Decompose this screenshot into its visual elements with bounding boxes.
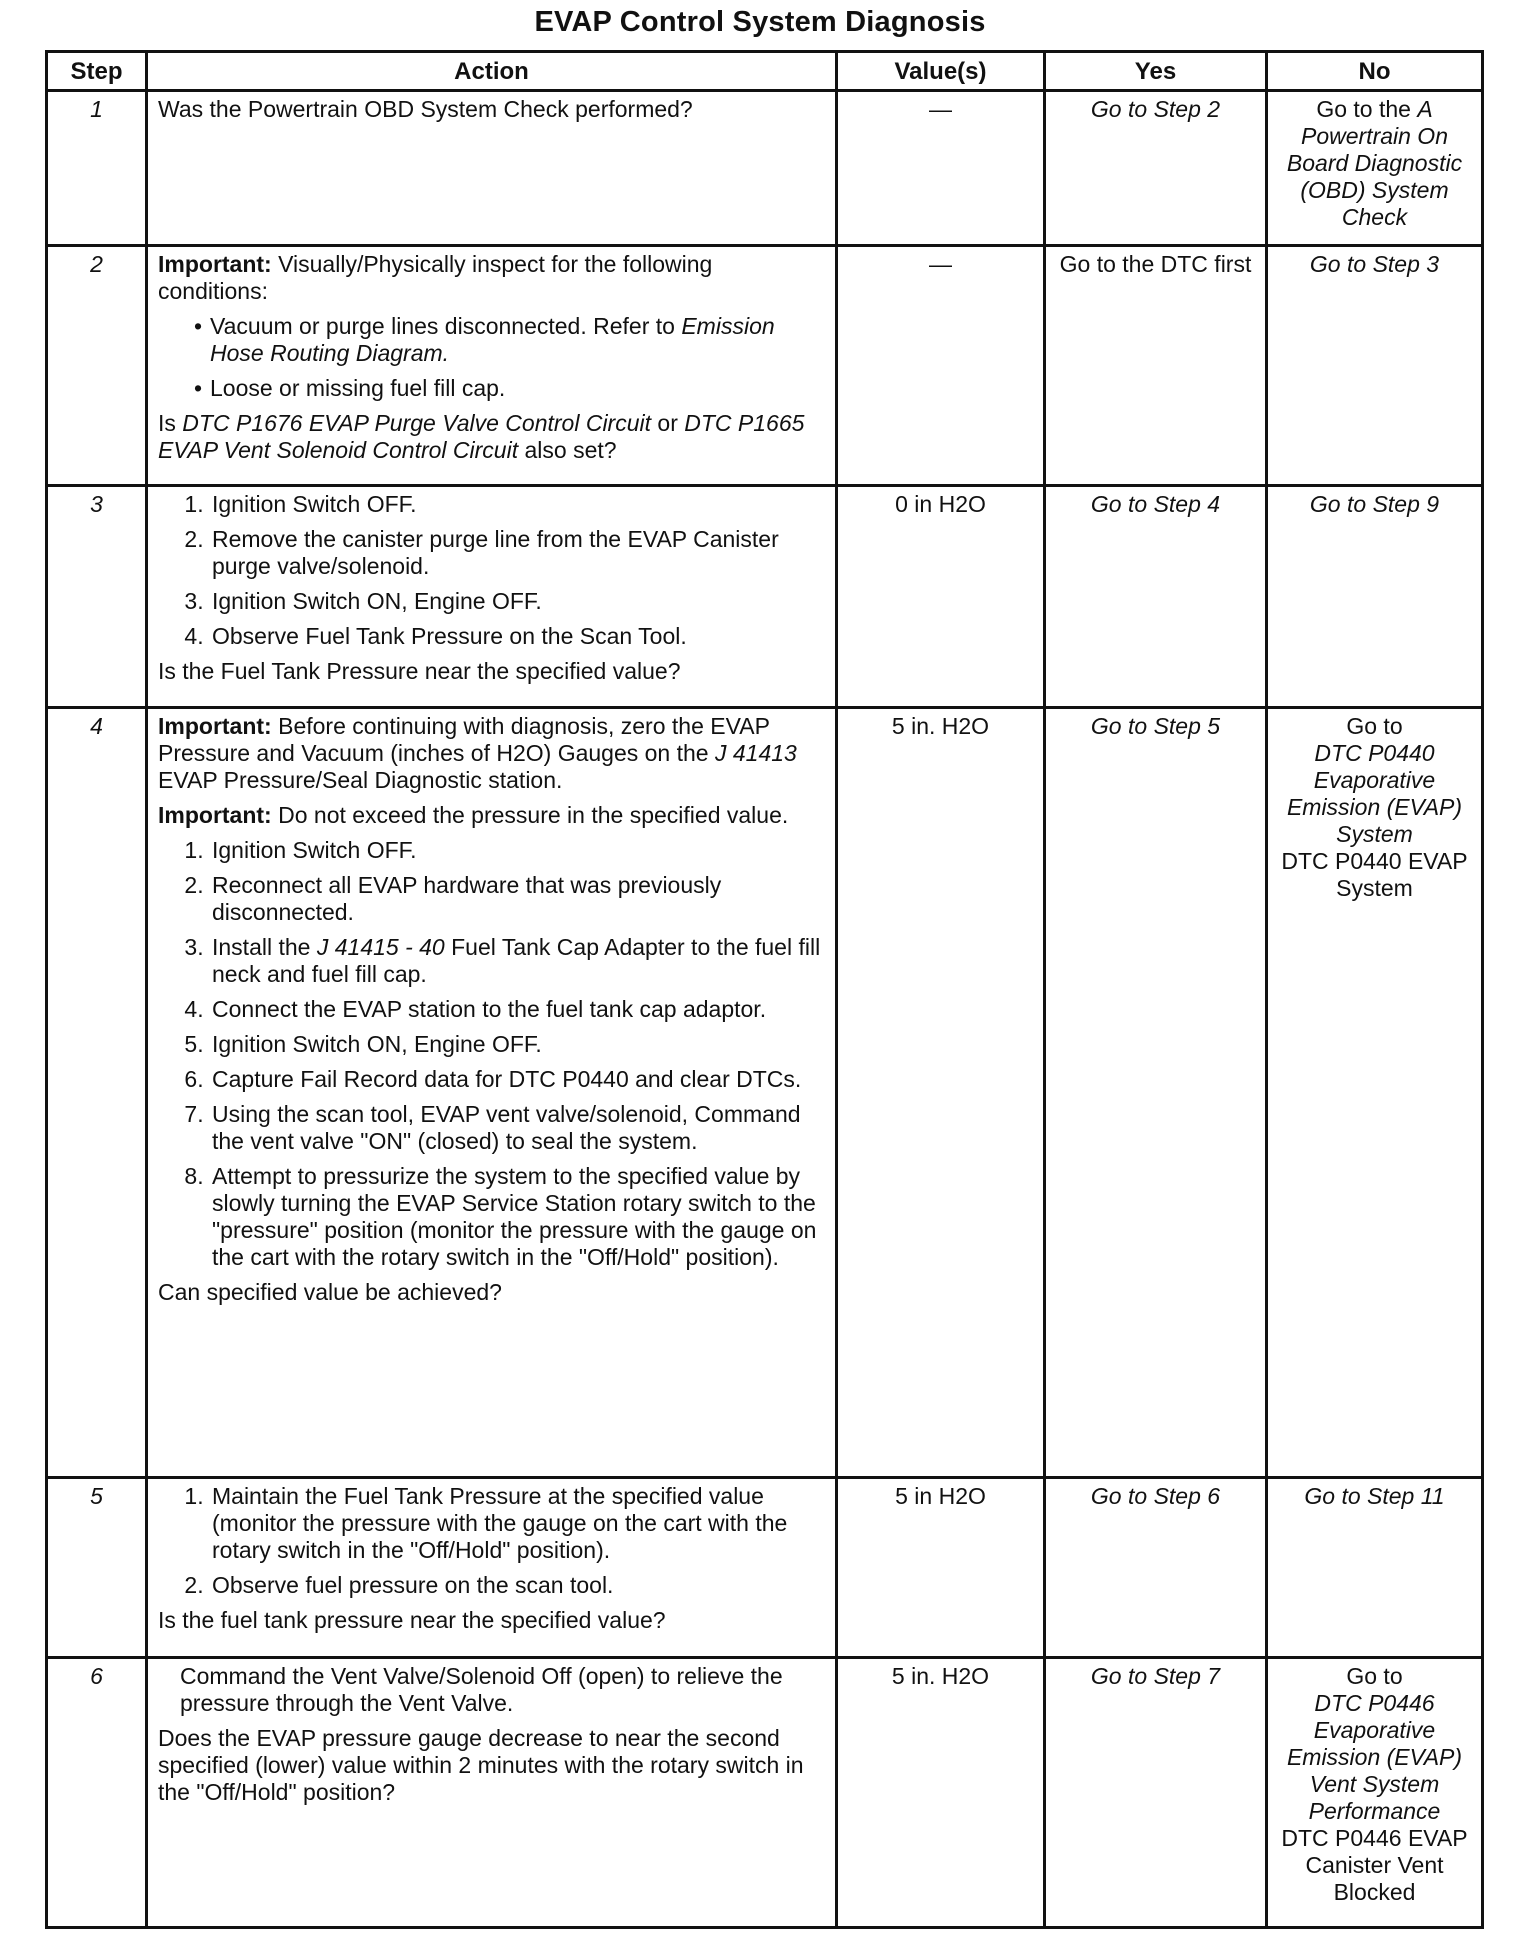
no-reference: A Powertrain On Board Diagnostic (OBD) System Check (1286, 96, 1463, 230)
list-item: 5. Ignition Switch ON, Engine OFF. (210, 1031, 825, 1058)
list-item: 2. Reconnect all EVAP hardware that was previously disconnected. (210, 872, 825, 926)
step-number: 2 (47, 246, 147, 486)
important-text: EVAP Pressure/Seal Diagnostic station. (158, 767, 563, 793)
table-header-row (47, 52, 1483, 91)
important-text: Visually/Physically inspect for the following conditions: (158, 251, 713, 304)
important-text: Before continuing with diagnosis, zero the EVAP Pressure and Vacuum (inches of H2O) Gauges on the (158, 713, 770, 766)
no-cell (1267, 708, 1483, 1478)
no-suffix: DTC P0440 EVAP System (1281, 848, 1468, 901)
list-item: 6. Capture Fail Record data for DTC P0440 and clear DTCs. (210, 1066, 825, 1093)
no-cell: Go to Step 3 (1267, 246, 1483, 486)
list-item: 3. Ignition Switch ON, Engine OFF. (210, 588, 825, 615)
yes-cell: Go to Step 2 (1045, 91, 1267, 246)
question-reference: DTC P1676 EVAP Purge Valve Control Circuit (182, 410, 652, 436)
table-row (47, 1478, 1483, 1658)
procedure-list (158, 837, 825, 1271)
no-suffix: DTC P0446 EVAP Canister Vent Blocked (1281, 1825, 1468, 1905)
diagnosis-table (45, 50, 1484, 1929)
list-item: 1. Ignition Switch OFF. (210, 491, 825, 518)
important-label: Important: (158, 251, 272, 277)
no-prefix: Go to the (1316, 96, 1411, 122)
step-number: 6 (47, 1658, 147, 1928)
yes-cell: Go to the DTC first (1045, 246, 1267, 486)
list-item: 2. Remove the canister purge line from the EVAP Canister purge valve/solenoid. (210, 526, 825, 580)
action-cell (147, 486, 837, 708)
yes-cell: Go to Step 6 (1045, 1478, 1267, 1658)
no-prefix: Go to (1346, 1663, 1403, 1689)
yes-cell: Go to Step 5 (1045, 708, 1267, 1478)
command-text: Command the Vent Valve/Solenoid Off (open) to relieve the pressure through the Vent Valve. (180, 1663, 783, 1716)
header-action: Action (147, 52, 837, 91)
list-item: 4. Observe Fuel Tank Pressure on the Scan Tool. (210, 623, 825, 650)
action-cell (147, 1478, 837, 1658)
no-reference: DTC P0446 Evaporative Emission (EVAP) Vent System Performance (1286, 1690, 1463, 1824)
step-number: 5 (47, 1478, 147, 1658)
important-text: Do not exceed the pressure in the specified value. (278, 802, 789, 828)
action-question: Can specified value be achieved? (158, 1279, 502, 1305)
procedure-list (158, 491, 825, 650)
important-label: Important: (158, 802, 272, 828)
important-note (158, 713, 825, 794)
no-cell (1267, 1658, 1483, 1928)
question-prefix: Is (158, 410, 176, 436)
list-item: 4. Connect the EVAP station to the fuel tank cap adaptor. (210, 996, 825, 1023)
table-row (47, 246, 1483, 486)
tool-reference: J 41415 - 40 (316, 934, 445, 960)
list-item (210, 313, 825, 367)
table-row (47, 91, 1483, 246)
no-cell (1267, 91, 1483, 246)
table-row (47, 1658, 1483, 1928)
action-question (158, 410, 825, 464)
bullet-text: Vacuum or purge lines disconnected. Refer to (210, 313, 675, 339)
important-note (158, 802, 825, 829)
value-cell: 5 in H2O (837, 1478, 1045, 1658)
question-suffix: also set? (524, 437, 617, 463)
action-cell (147, 1658, 837, 1928)
question-mid: or (657, 410, 678, 436)
bullet-reference: Emission Hose Routing Diagram. (210, 313, 775, 366)
tool-reference: J 41413 (714, 740, 797, 766)
list-item: 1. Maintain the Fuel Tank Pressure at the specified value (monitor the pressure with the gauge on the cart with the rotary switch in the "Off/Hold" position). (210, 1483, 825, 1564)
list-item (210, 934, 825, 988)
value-cell: 5 in. H2O (837, 1658, 1045, 1928)
step-text: Fuel Tank Cap Adapter to the fuel fill neck and fuel fill cap. (212, 934, 821, 987)
important-label: Important: (158, 713, 272, 739)
header-step: Step (47, 52, 147, 91)
step-number: 3 (47, 486, 147, 708)
procedure-list (158, 1483, 825, 1599)
action-cell (147, 91, 837, 246)
value-cell: 0 in H2O (837, 486, 1045, 708)
action-cell (147, 246, 837, 486)
step-number: 4 (47, 708, 147, 1478)
header-no: No (1267, 52, 1483, 91)
bullet-text: Loose or missing fuel fill cap. (210, 375, 506, 401)
action-question: Is the Fuel Tank Pressure near the specified value? (158, 658, 681, 684)
list-item: 7. Using the scan tool, EVAP vent valve/solenoid, Command the vent valve "ON" (closed) to seal the system. (210, 1101, 825, 1155)
value-cell: — (837, 91, 1045, 246)
no-reference: DTC P0440 Evaporative Emission (EVAP) System (1286, 740, 1463, 847)
no-prefix: Go to (1346, 713, 1403, 739)
yes-cell: Go to Step 7 (1045, 1658, 1267, 1928)
list-item (210, 375, 825, 402)
action-question: Does the EVAP pressure gauge decrease to near the second specified (lower) value within 2 minutes with the rotary switch in the "Off/Hold" position? (158, 1725, 804, 1805)
yes-cell: Go to Step 4 (1045, 486, 1267, 708)
table-row (47, 708, 1483, 1478)
step-text: Install the (212, 934, 311, 960)
no-cell: Go to Step 11 (1267, 1478, 1483, 1658)
page-title: EVAP Control System Diagnosis (534, 6, 986, 38)
value-cell: 5 in. H2O (837, 708, 1045, 1478)
action-cell (147, 708, 837, 1478)
header-values: Value(s) (837, 52, 1045, 91)
no-cell: Go to Step 9 (1267, 486, 1483, 708)
value-cell: — (837, 246, 1045, 486)
header-yes: Yes (1045, 52, 1267, 91)
important-note (158, 251, 825, 305)
condition-list (158, 313, 825, 402)
list-item: 8. Attempt to pressurize the system to the specified value by slowly turning the EVAP Service Station rotary switch to the "pressure" position (monitor the pressure with the gauge on the cart with the rotary switch in the "Off/Hold" position). (210, 1163, 825, 1271)
action-question: Was the Powertrain OBD System Check performed? (158, 96, 693, 122)
list-item: 2. Observe fuel pressure on the scan tool. (210, 1572, 825, 1599)
action-question: Is the fuel tank pressure near the specified value? (158, 1607, 666, 1633)
question-reference: DTC P1665 EVAP Vent Solenoid Control Circuit (158, 410, 805, 463)
table-row (47, 486, 1483, 708)
step-number: 1 (47, 91, 147, 246)
list-item: 1. Ignition Switch OFF. (210, 837, 825, 864)
